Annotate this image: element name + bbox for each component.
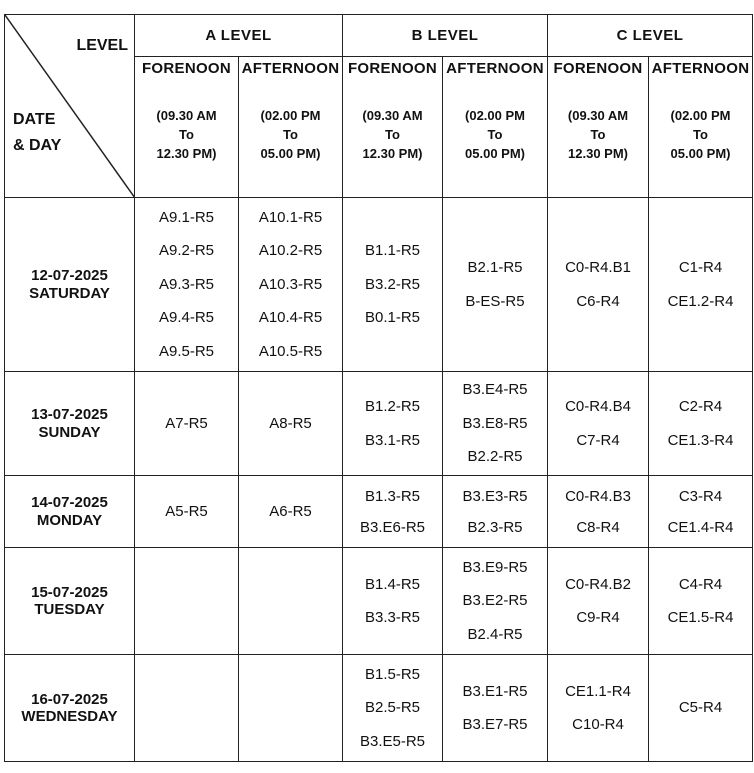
exam-code: B3.E3-R5 <box>462 487 528 505</box>
session-name: FORENOON <box>141 60 232 77</box>
session-header <box>649 57 753 198</box>
exam-code: A9.2-R5 <box>158 242 215 260</box>
exam-code: B2.4-R5 <box>467 625 523 643</box>
session-header <box>548 57 649 198</box>
exam-code: CE1.4-R4 <box>667 518 734 536</box>
exam-code: C5-R4 <box>678 699 723 717</box>
exam-cell <box>239 476 343 548</box>
exam-code: B1.3-R5 <box>365 487 421 505</box>
exam-code: CE1.1-R4 <box>565 682 631 700</box>
exam-code: B3.1-R5 <box>365 431 421 449</box>
exam-day: TUESDAY <box>34 601 105 618</box>
session-name: AFTERNOON <box>651 60 750 77</box>
exam-code: B-ES-R5 <box>465 292 525 310</box>
session-time-line: 05.00 PM) <box>670 145 731 161</box>
exam-code: B1.4-R5 <box>365 575 421 593</box>
exam-cell <box>548 372 649 476</box>
exam-code: A8-R5 <box>269 414 312 432</box>
exam-code: B2.5-R5 <box>365 699 421 717</box>
exam-code: A10.1-R5 <box>258 208 323 226</box>
exam-code: B3.E9-R5 <box>462 558 528 576</box>
exam-cell <box>239 198 343 372</box>
session-name: FORENOON <box>553 60 643 77</box>
session-time <box>135 107 238 164</box>
exam-code: C2-R4 <box>678 398 723 415</box>
session-time-line: (09.30 AM <box>362 108 423 124</box>
exam-cell <box>548 548 649 655</box>
level-header-row <box>5 15 753 57</box>
exam-cell <box>548 655 649 762</box>
schedule-row <box>5 372 753 476</box>
level-a-header: A LEVEL <box>135 15 343 57</box>
session-header <box>239 57 343 198</box>
exam-cell <box>343 548 443 655</box>
corner-day-label: & DAY <box>13 136 62 154</box>
exam-cell <box>239 655 343 762</box>
exam-date: 15-07-2025 <box>31 583 108 601</box>
exam-cell <box>548 198 649 372</box>
exam-cell <box>649 655 753 762</box>
corner-level-label: LEVEL <box>76 37 128 54</box>
session-time-line: (09.30 AM <box>156 108 217 124</box>
exam-cell <box>135 372 239 476</box>
exam-cell <box>135 548 239 655</box>
exam-day: SUNDAY <box>38 423 101 441</box>
exam-cell <box>548 476 649 548</box>
exam-day: SATURDAY <box>29 284 110 302</box>
exam-code: A9.3-R5 <box>158 275 215 293</box>
exam-code: B3.E4-R5 <box>462 381 528 399</box>
exam-code: B3.E7-R5 <box>462 716 528 733</box>
session-time-line: 05.00 PM) <box>260 145 321 161</box>
exam-cell <box>135 476 239 548</box>
exam-cell <box>443 198 548 372</box>
exam-cell <box>135 198 239 372</box>
session-time-line: To <box>693 127 708 143</box>
session-time <box>443 107 547 164</box>
session-name: FORENOON <box>347 60 438 77</box>
session-time-line: 05.00 PM) <box>465 145 525 161</box>
exam-cell <box>443 655 548 762</box>
exam-code: B0.1-R5 <box>365 309 421 327</box>
date-day-cell <box>5 198 135 372</box>
exam-code: A9.1-R5 <box>158 208 215 226</box>
date-day-cell <box>5 476 135 548</box>
session-time-line: To <box>283 127 298 143</box>
exam-cell <box>239 548 343 655</box>
exam-cell <box>649 476 753 548</box>
session-time-line: To <box>590 127 606 143</box>
exam-code: C10-R4 <box>572 716 624 733</box>
exam-day: MONDAY <box>36 511 103 529</box>
exam-code: B2.3-R5 <box>467 518 523 536</box>
exam-cell <box>443 548 548 655</box>
session-time <box>548 107 648 164</box>
session-time-line: (02.00 PM <box>670 108 731 124</box>
corner-date-label: DATE <box>13 111 56 128</box>
exam-code: C0-R4.B3 <box>565 487 631 505</box>
session-time-line: (02.00 PM <box>465 108 525 124</box>
exam-code: C7-R4 <box>576 431 620 449</box>
session-time-line: 12.30 PM) <box>362 145 423 161</box>
exam-day: WEDNESDAY <box>21 708 118 725</box>
session-time-line: To <box>179 127 194 143</box>
session-time <box>649 107 752 164</box>
session-name: AFTERNOON <box>241 60 340 77</box>
exam-cell <box>343 198 443 372</box>
exam-code: C4-R4 <box>678 575 723 593</box>
session-header <box>135 57 239 198</box>
schedule-row <box>5 655 753 762</box>
exam-cell <box>649 548 753 655</box>
exam-cell <box>135 655 239 762</box>
exam-code: C9-R4 <box>576 609 620 626</box>
session-time-line: (02.00 PM <box>260 108 321 124</box>
date-day-cell <box>5 655 135 762</box>
exam-cell <box>239 372 343 476</box>
exam-code: A10.5-R5 <box>258 342 323 360</box>
exam-cell <box>443 372 548 476</box>
exam-code: A5-R5 <box>165 503 208 520</box>
exam-cell <box>343 476 443 548</box>
exam-code: C0-R4.B1 <box>565 259 631 276</box>
session-time-line: 12.30 PM) <box>568 145 628 161</box>
exam-date: 12-07-2025 <box>31 267 108 285</box>
exam-code: B1.1-R5 <box>365 242 421 260</box>
exam-code: B1.5-R5 <box>365 665 421 683</box>
session-time-line: To <box>385 127 400 143</box>
exam-code: C1-R4 <box>678 259 723 276</box>
session-header <box>443 57 548 198</box>
exam-code: CE1.3-R4 <box>667 431 734 449</box>
exam-code: B3.3-R5 <box>365 609 421 626</box>
exam-code: B3.E8-R5 <box>462 414 528 432</box>
exam-code: C0-R4.B4 <box>565 398 631 415</box>
exam-code: CE1.2-R4 <box>667 292 734 310</box>
exam-code: C6-R4 <box>576 292 620 310</box>
exam-code: A10.2-R5 <box>258 242 323 260</box>
exam-code: A9.4-R5 <box>158 309 215 327</box>
exam-code: C3-R4 <box>678 487 723 505</box>
exam-code: A6-R5 <box>269 503 312 520</box>
exam-date: 16-07-2025 <box>31 690 108 708</box>
exam-cell <box>649 372 753 476</box>
date-day-level-corner <box>5 15 135 198</box>
exam-code: B3.E5-R5 <box>359 732 426 750</box>
exam-code: C0-R4.B2 <box>565 575 631 593</box>
exam-date: 13-07-2025 <box>31 406 108 424</box>
exam-cell <box>649 198 753 372</box>
level-b-header: B LEVEL <box>343 15 548 57</box>
session-time-line: (09.30 AM <box>567 108 629 124</box>
schedule-row <box>5 198 753 372</box>
exam-code: CE1.5-R4 <box>667 609 734 626</box>
exam-code: B3.E6-R5 <box>359 518 426 536</box>
exam-date: 14-07-2025 <box>31 494 108 512</box>
level-c-header: C LEVEL <box>548 15 753 57</box>
exam-code: B2.2-R5 <box>467 448 523 466</box>
session-time-line: To <box>487 127 503 143</box>
exam-code: B3.E1-R5 <box>462 682 528 700</box>
date-day-cell <box>5 548 135 655</box>
exam-code: B3.E2-R5 <box>462 592 528 610</box>
exam-code: A10.3-R5 <box>258 275 323 293</box>
exam-code: B3.2-R5 <box>365 275 421 293</box>
exam-cell <box>343 372 443 476</box>
schedule-row <box>5 476 753 548</box>
exam-code: B1.2-R5 <box>365 398 421 415</box>
session-time <box>239 107 342 164</box>
date-day-cell <box>5 372 135 476</box>
session-time <box>343 107 442 164</box>
session-time-line: 12.30 PM) <box>156 145 217 161</box>
exam-code: A7-R5 <box>165 414 208 432</box>
exam-code: A9.5-R5 <box>158 342 215 360</box>
exam-code: A10.4-R5 <box>258 309 323 327</box>
exam-cell <box>343 655 443 762</box>
schedule-row <box>5 548 753 655</box>
exam-code: B2.1-R5 <box>467 259 523 276</box>
exam-cell <box>443 476 548 548</box>
exam-code: C8-R4 <box>576 518 620 536</box>
exam-schedule-table <box>4 14 753 762</box>
session-name: AFTERNOON <box>446 60 544 77</box>
session-header <box>343 57 443 198</box>
